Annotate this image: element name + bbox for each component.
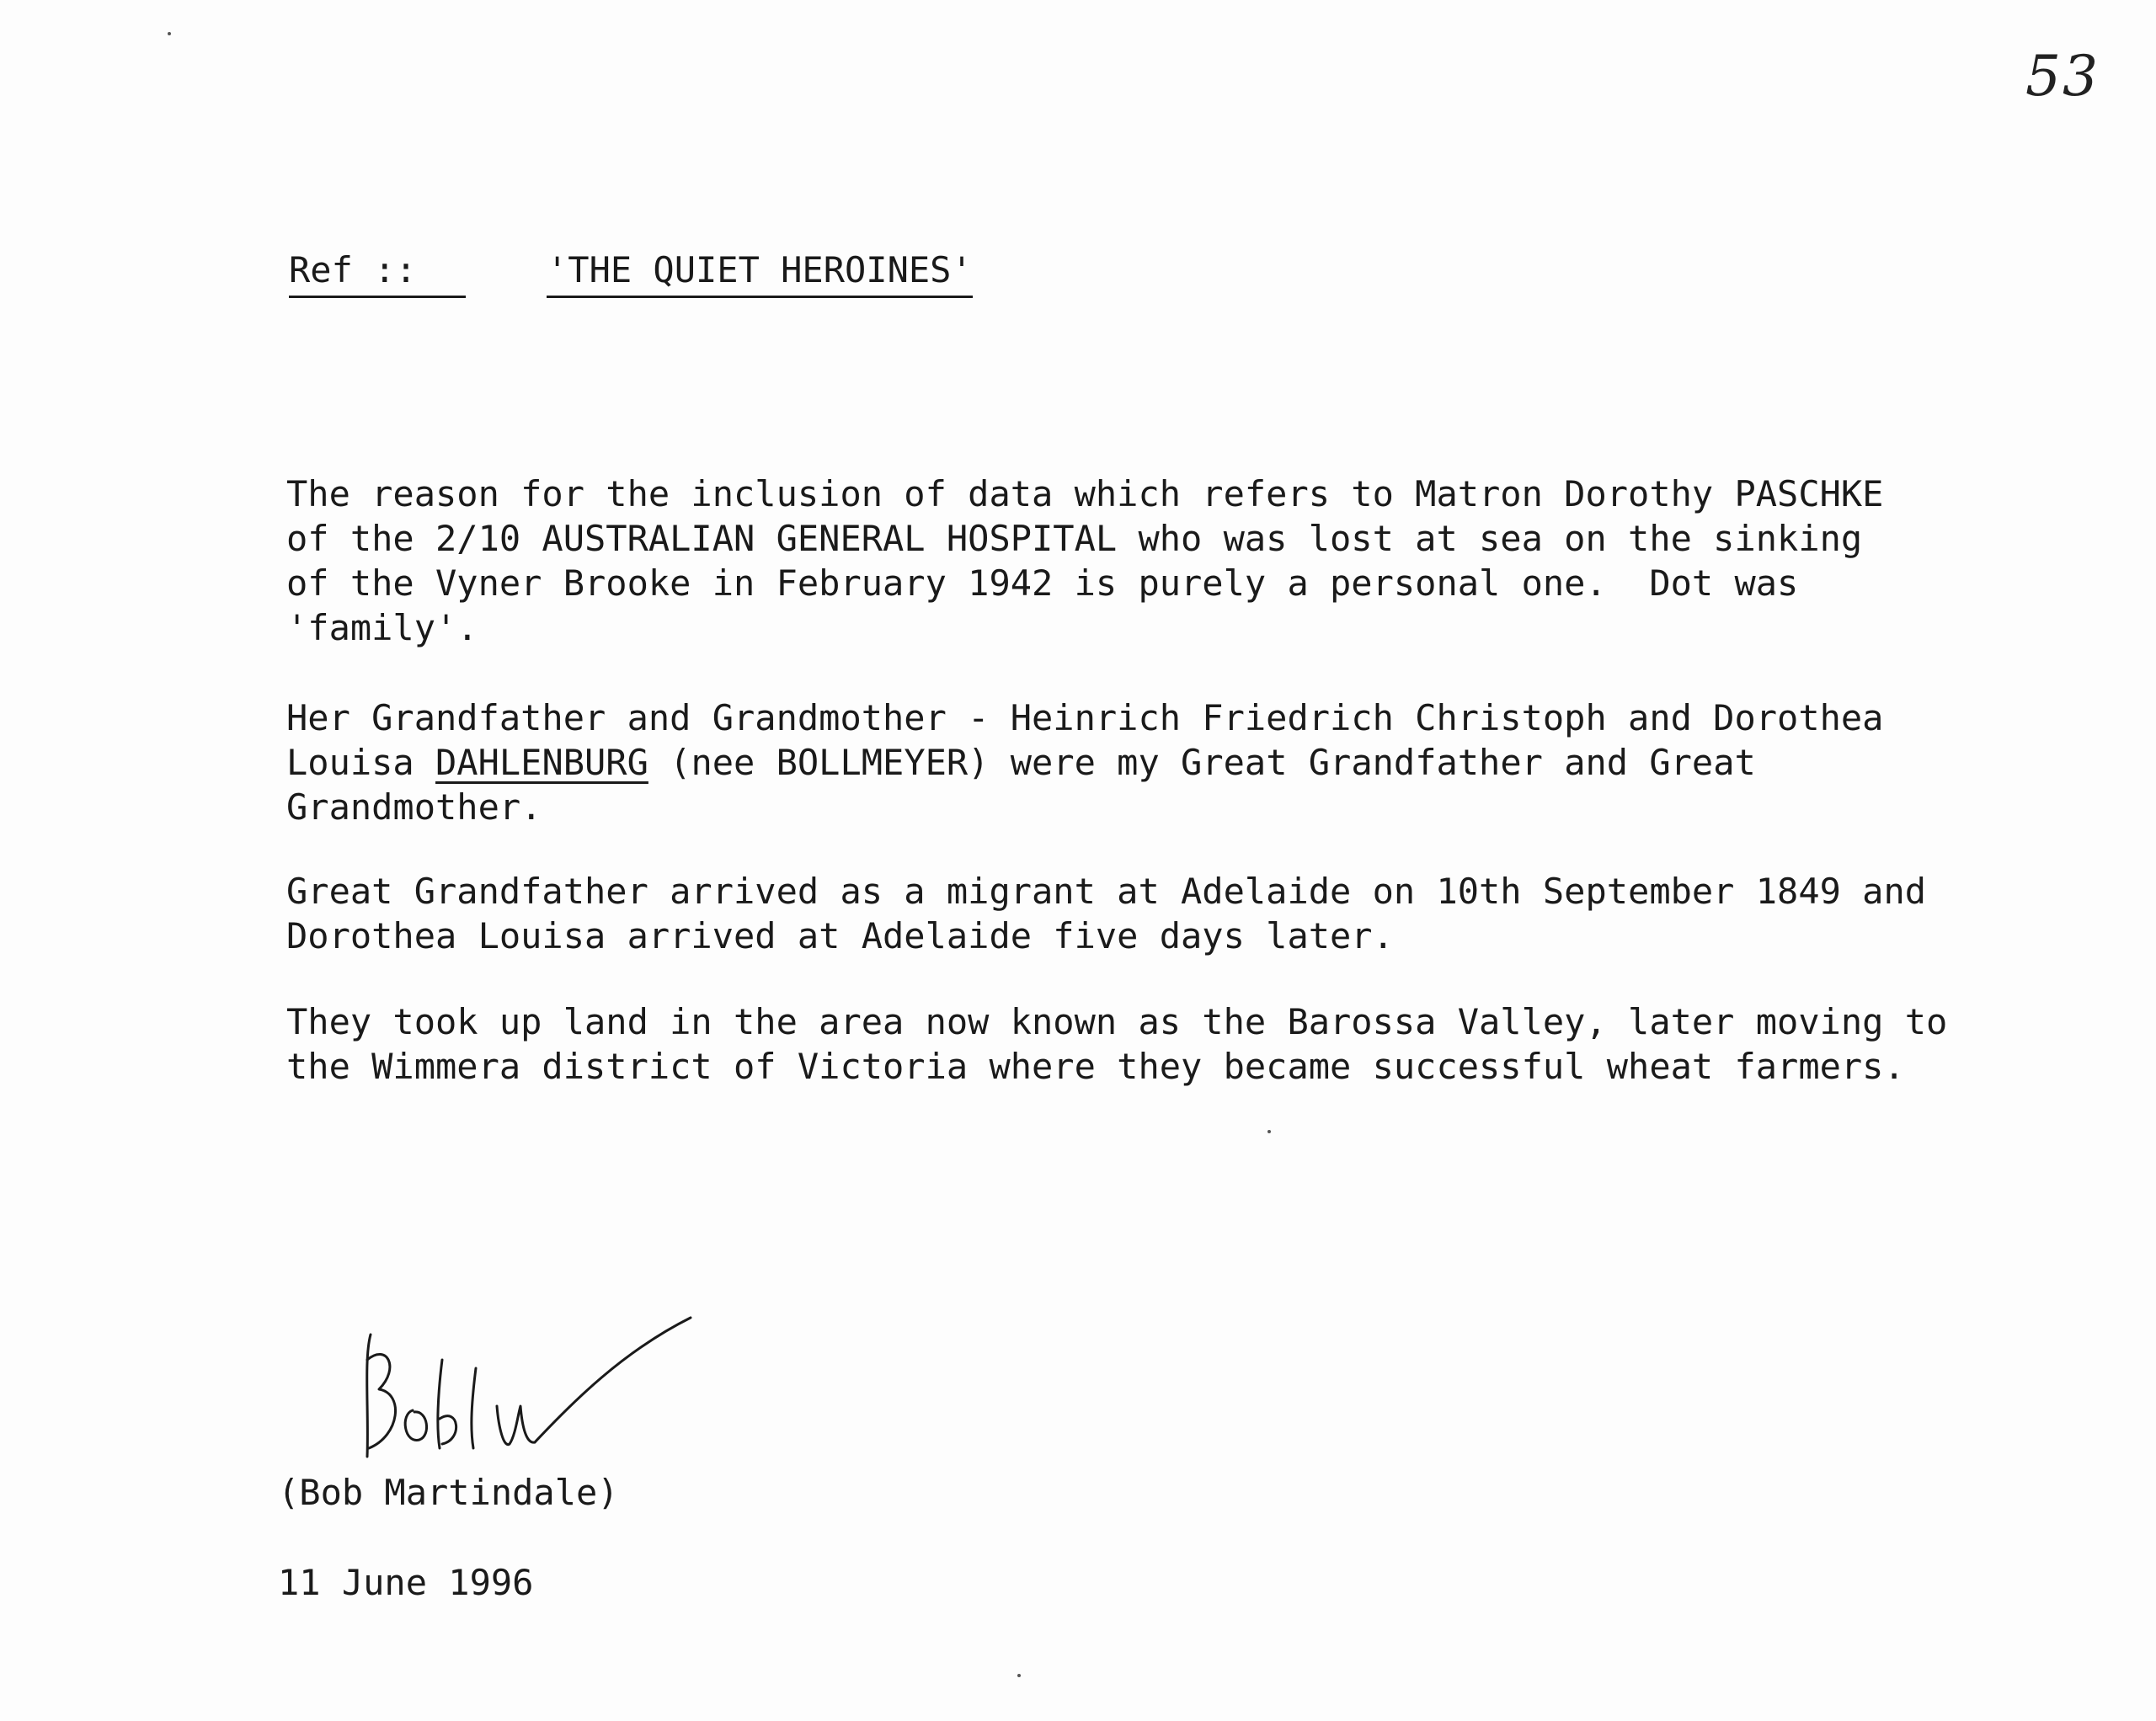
underlined-surname: DAHLENBURG xyxy=(435,742,648,783)
paragraph-line: Grandmother. xyxy=(286,786,542,828)
paragraph-line: Great Grandfather arrived as a migrant at Adelaide on 10th September 1849 and xyxy=(286,871,1927,912)
handwritten-signature xyxy=(354,1309,707,1478)
paragraph-land xyxy=(286,999,2038,1089)
paragraph-line: They took up land in the area now known as the Barossa Valley, later moving to xyxy=(286,1001,1948,1042)
paragraph-line-suffix: (nee BOLLMEYER) were my Great Grandfather and Great xyxy=(648,742,1756,783)
page-number: 53 xyxy=(2025,44,2100,109)
paragraph-line: the Wimmera district of Victoria where they became successful wheat farmers. xyxy=(286,1046,1905,1087)
paragraph-line: Her Grandfather and Grandmother - Heinrich Friedrich Christoph and Dorothea xyxy=(286,697,1884,738)
paragraph-line: of the Vyner Brooke in February 1942 is purely a personal one. Dot was xyxy=(286,562,1799,604)
scan-speck xyxy=(1267,1130,1271,1133)
paragraph-line-prefix: Louisa xyxy=(286,742,436,783)
document-date: 11 June 1996 xyxy=(278,1562,534,1603)
ref-label: Ref :: xyxy=(289,249,466,298)
scan-speck xyxy=(168,32,171,35)
paragraph-arrival xyxy=(286,869,2038,958)
paragraph-line: The reason for the inclusion of data which refers to Matron Dorothy PASCHKE xyxy=(286,473,1884,514)
signer-name: (Bob Martindale) xyxy=(278,1472,619,1513)
scan-speck xyxy=(1017,1674,1021,1677)
paragraph-line: Dorothea Louisa arrived at Adelaide five days later. xyxy=(286,915,1394,956)
paragraph-grandparents xyxy=(286,695,2038,829)
paragraph-line: 'family'. xyxy=(286,607,478,648)
paragraph-paschke xyxy=(286,472,2038,650)
ref-title: 'THE QUIET HEROINES' xyxy=(547,249,973,298)
reference-line xyxy=(289,249,973,298)
paragraph-line: of the 2/10 AUSTRALIAN GENERAL HOSPITAL who was lost at sea on the sinking xyxy=(286,518,1863,559)
